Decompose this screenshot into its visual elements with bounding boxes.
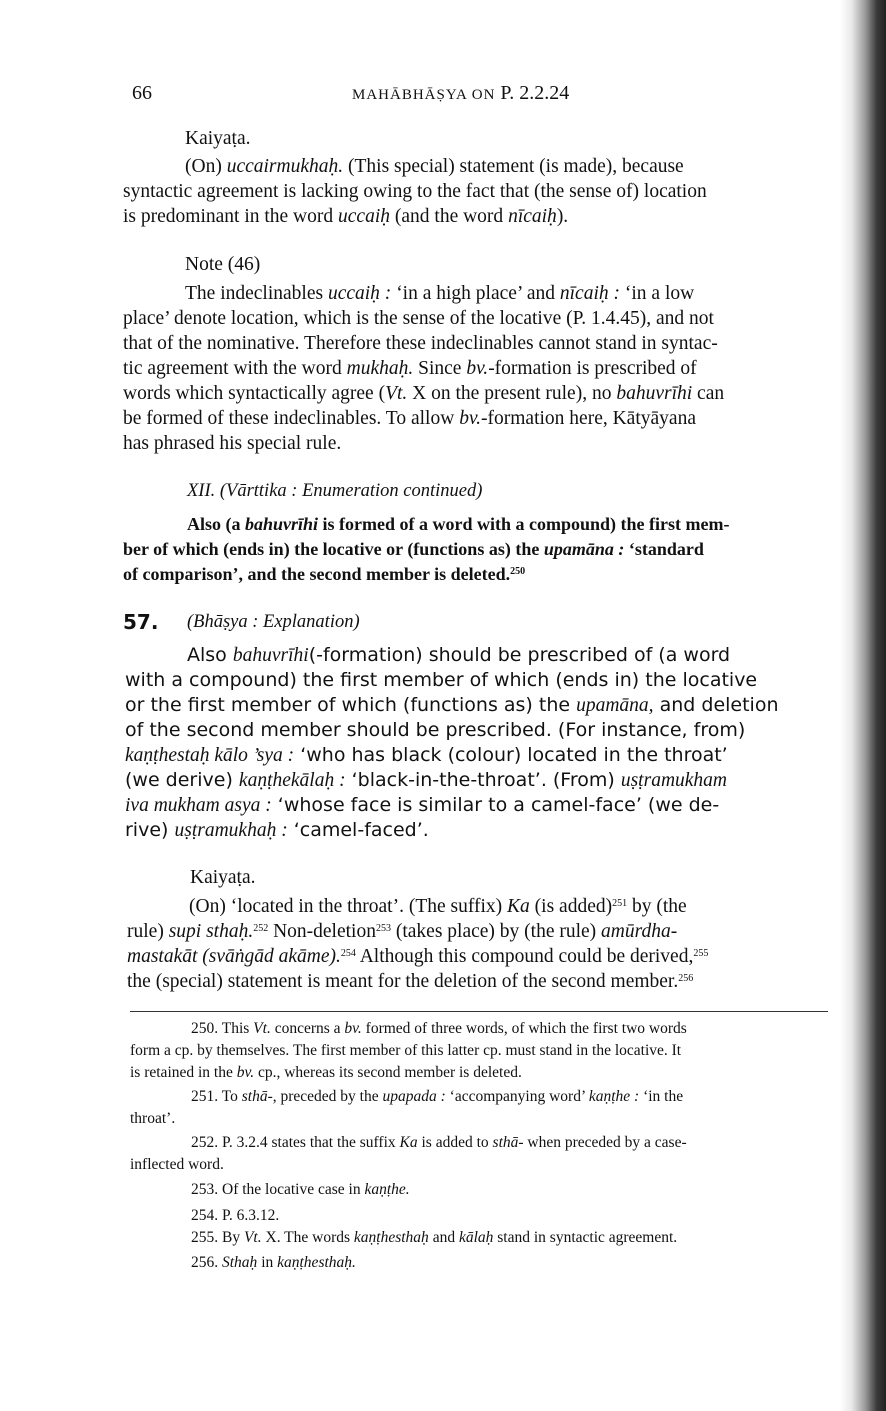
note-heading: Note (46) xyxy=(185,254,261,275)
text-line: (On) uccairmukhaḥ. (This special) statement (is made), because xyxy=(185,156,684,177)
footnote-253: 253. Of the locative case in kaṇṭhe. xyxy=(191,1181,410,1198)
kaiyata-heading-2: Kaiyaṭa. xyxy=(190,867,256,888)
rule-reference: P. 2.2.24 xyxy=(500,82,570,104)
footnote-separator xyxy=(130,1011,828,1012)
footnote-251: 251. To sthā-, preceded by the upapada : ‘accompanying word’ kaṇṭhe : ‘in the xyxy=(191,1088,684,1105)
text-line: or the first member of which (functions as) the upamāna, and deletion xyxy=(125,694,779,716)
text-line: throat’. xyxy=(130,1110,176,1127)
text-line: that of the nominative. Therefore these indeclinables cannot stand in syntac- xyxy=(123,333,718,354)
page-edge-shadow xyxy=(840,0,886,1411)
text-line: of the second member should be prescribed. (For instance, from) xyxy=(125,719,746,741)
text-line: has phrased his special rule. xyxy=(123,433,342,454)
text-line: is retained in the bv. cp., whereas its second member is deleted. xyxy=(130,1064,522,1081)
text-line: the (special) statement is meant for the deletion of the second member.$^{256}$ xyxy=(127,971,694,992)
text-line: mastakāt (svāṅgād akāme).$^{254}$ Although this compound could be derived,$^{255}$ xyxy=(127,946,709,967)
kaiyata-heading: Kaiyaṭa. xyxy=(185,128,251,149)
text-line: is predominant in the word uccaiḥ (and the word nīcaiḥ). xyxy=(123,206,569,227)
text-line: (we derive) kaṇṭhekālaḥ : ‘black-in-the-throat’. (From) uṣṭramukham xyxy=(125,769,728,791)
running-header xyxy=(352,82,569,105)
text-line: ber of which (ends in) the locative or (functions as) the upamāna : ‘standard xyxy=(123,539,704,559)
text-line: of comparison’, and the second member is deleted.$^{250}$ xyxy=(123,564,526,584)
bhasya-heading: (Bhāṣya : Explanation) xyxy=(187,612,360,632)
running-title: MAHĀBHĀṢYA ON xyxy=(352,87,496,103)
text-line: form a cp. by themselves. The first member of this latter cp. must stand in the locative. It xyxy=(130,1042,682,1059)
text-line: words which syntactically agree (Vt. X on the present rule), no bahuvrīhi can xyxy=(123,383,725,404)
footnote-marker: 250 xyxy=(510,566,526,577)
footnote-254: 254. P. 6.3.12. xyxy=(191,1207,280,1224)
footnote-250: 250. This Vt. concerns a bv. formed of three words, of which the first two words xyxy=(191,1020,687,1037)
varttika-heading: XII. (Vārttika : Enumeration continued) xyxy=(187,481,483,501)
text-line: kaṇṭhestaḥ kālo ’sya : ‘who has black (colour) located in the throat’ xyxy=(125,744,728,766)
section-number: 57. xyxy=(123,610,159,634)
text-line: with a compound) the first member of which (ends in) the locative xyxy=(125,669,758,691)
text-line: Also bahuvrīhi(-formation) should be prescribed of (a word xyxy=(187,644,731,666)
text-line: be formed of these indeclinables. To allow bv.-formation here, Kātyāyana xyxy=(123,408,696,429)
text-line: iva mukham asya : ‘whose face is similar to a camel-face’ (we de- xyxy=(125,794,720,816)
footnote-255: 255. By Vt. X. The words kaṇṭhesthaḥ and kālaḥ stand in syntactic agreement. xyxy=(191,1229,678,1246)
text-line: inflected word. xyxy=(130,1156,224,1173)
text-line: (On) ‘located in the throat’. (The suffix) Ka (is added)$^{251}$ by (the xyxy=(189,896,687,917)
text-line: rive) uṣṭramukhaḥ : ‘camel-faced’. xyxy=(125,819,429,841)
text-line: Also (a bahuvrīhi is formed of a word with a compound) the first mem- xyxy=(187,514,730,534)
page-number: 66 xyxy=(132,82,152,104)
text-line: The indeclinables uccaiḥ : ‘in a high place’ and nīcaiḥ : ‘in a low xyxy=(185,283,695,304)
text-line: place’ denote location, which is the sense of the locative (P. 1.4.45), and not xyxy=(123,308,714,329)
text-line: syntactic agreement is lacking owing to the fact that (the sense of) location xyxy=(123,181,707,202)
footnote-256: 256. Sthaḥ in kaṇṭhesthaḥ. xyxy=(191,1254,356,1271)
text-line: tic agreement with the word mukhaḥ. Since bv.-formation is prescribed of xyxy=(123,358,697,379)
text-line: rule) supi sthaḥ.$^{252}$ Non-deletion$^{253}$ (takes place) by (the rule) amūrdha- xyxy=(127,921,678,942)
footnote-252: 252. P. 3.2.4 states that the suffix Ka is added to sthā- when preceded by a case- xyxy=(191,1134,687,1151)
